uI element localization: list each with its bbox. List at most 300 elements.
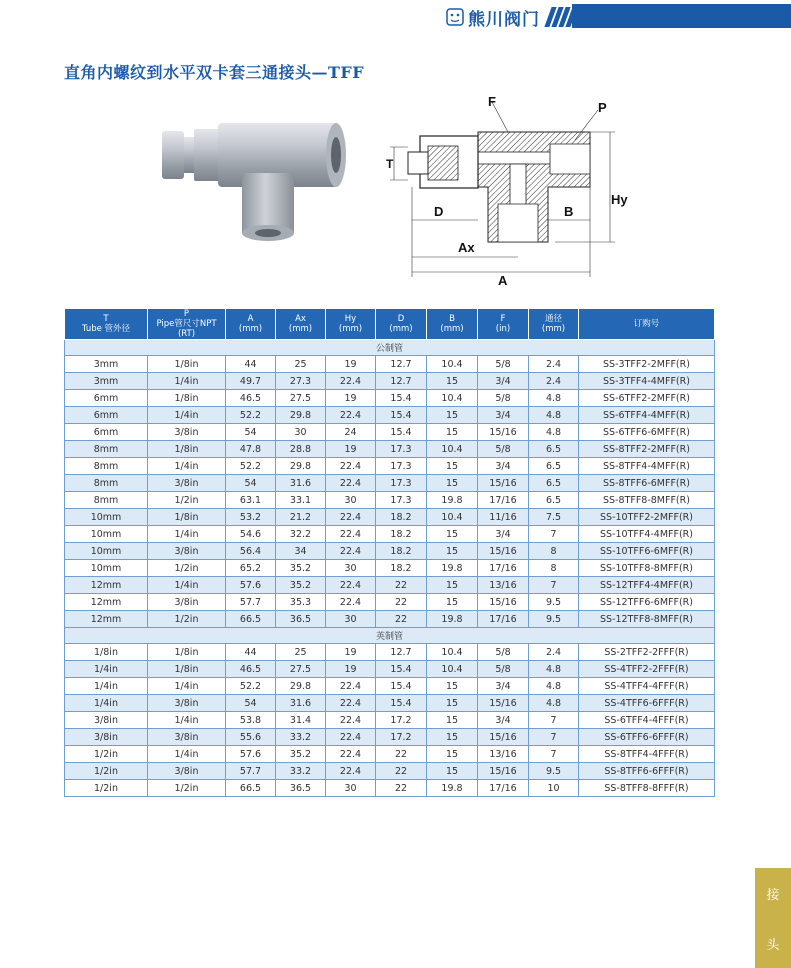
- table-cell: 22.4: [326, 577, 376, 594]
- table-header-row: [65, 309, 715, 340]
- table-cell: 12mm: [65, 594, 148, 611]
- header-cell: [65, 309, 148, 340]
- table-cell: SS-12TFF4-4MFF(R): [579, 577, 715, 594]
- table-cell: 2.4: [529, 644, 579, 661]
- label-P: P: [598, 100, 607, 115]
- table-cell: 15: [427, 678, 478, 695]
- header-cell: [276, 309, 326, 340]
- table-row: [65, 763, 715, 780]
- table-cell: 35.2: [276, 577, 326, 594]
- label-A: A: [498, 273, 508, 288]
- table-cell: 15.4: [376, 407, 427, 424]
- table-cell: 29.8: [276, 458, 326, 475]
- table-cell: 11/16: [478, 509, 529, 526]
- table-cell: 25: [276, 356, 326, 373]
- table-cell: 10.4: [427, 390, 478, 407]
- table-cell: 3/8in: [65, 712, 148, 729]
- page-title: 直角内螺纹到水平双卡套三通接头—TFF: [64, 63, 365, 82]
- table-cell: 17.3: [376, 492, 427, 509]
- table-cell: 28.8: [276, 441, 326, 458]
- table-row: [65, 780, 715, 797]
- label-T: T: [386, 157, 394, 171]
- header-cell-title: D: [397, 314, 405, 324]
- table-cell: 3/4: [478, 526, 529, 543]
- table-cell: 6.5: [529, 441, 579, 458]
- section-row: [65, 340, 715, 356]
- table-cell: 22.4: [326, 678, 376, 695]
- table-cell: 54: [226, 475, 276, 492]
- table-cell: 15/16: [478, 695, 529, 712]
- table-row: [65, 678, 715, 695]
- table-cell: SS-8TFF6-6FFF(R): [579, 763, 715, 780]
- table-cell: 36.5: [276, 611, 326, 628]
- header-cell-unit: (mm): [389, 324, 413, 334]
- table-row: [65, 458, 715, 475]
- table-cell: 4.8: [529, 407, 579, 424]
- table-cell: 1/4in: [148, 458, 226, 475]
- header-cell-unit: Tube 管外径: [81, 324, 131, 334]
- table-cell: 15: [427, 763, 478, 780]
- table-cell: 7: [529, 577, 579, 594]
- table-cell: 1/2in: [148, 780, 226, 797]
- table-cell: 57.7: [226, 594, 276, 611]
- table-cell: 22.4: [326, 407, 376, 424]
- header-cell-title: P: [183, 309, 190, 319]
- header-cell-title: 通径: [544, 314, 562, 324]
- table-row: [65, 356, 715, 373]
- table-cell: SS-8TFF8-8MFF(R): [579, 492, 715, 509]
- table-cell: 5/8: [478, 644, 529, 661]
- table-cell: 30: [326, 611, 376, 628]
- table-cell: 10mm: [65, 509, 148, 526]
- table-cell: SS-4TFF2-2FFF(R): [579, 661, 715, 678]
- table-cell: 10.4: [427, 356, 478, 373]
- label-D: D: [434, 204, 444, 219]
- table-cell: 1/4in: [148, 712, 226, 729]
- table-cell: SS-2TFF2-2FFF(R): [579, 644, 715, 661]
- table-cell: 15/16: [478, 729, 529, 746]
- table-cell: 19: [326, 390, 376, 407]
- table-cell: 4.8: [529, 424, 579, 441]
- table-cell: 3/8in: [148, 695, 226, 712]
- table-cell: 17/16: [478, 560, 529, 577]
- table-cell: 15: [427, 695, 478, 712]
- table-cell: 31.6: [276, 475, 326, 492]
- table-cell: 8mm: [65, 441, 148, 458]
- table-row: [65, 492, 715, 509]
- table-cell: 1/2in: [65, 780, 148, 797]
- table-cell: 3/8in: [148, 424, 226, 441]
- table-cell: 22.4: [326, 763, 376, 780]
- table-cell: 57.6: [226, 746, 276, 763]
- table-cell: 47.8: [226, 441, 276, 458]
- side-tab-char-2: 头: [766, 937, 780, 953]
- table-cell: 18.2: [376, 526, 427, 543]
- table-cell: SS-8TFF4-4FFF(R): [579, 746, 715, 763]
- header-cell-unit: (mm): [288, 324, 313, 334]
- table-cell: 10mm: [65, 543, 148, 560]
- table-cell: 35.2: [276, 560, 326, 577]
- table-cell: 7: [529, 746, 579, 763]
- brand-slashes: [548, 7, 574, 27]
- table-cell: 8mm: [65, 458, 148, 475]
- header-cell-unit: (mm): [338, 324, 363, 334]
- table-cell: 4.8: [529, 695, 579, 712]
- header-cell-title: 订购号: [633, 319, 660, 329]
- table-cell: 56.4: [226, 543, 276, 560]
- table-cell: 3/4: [478, 678, 529, 695]
- table-cell: 15.4: [376, 661, 427, 678]
- table-cell: SS-6TFF4-4FFF(R): [579, 712, 715, 729]
- table-cell: 17/16: [478, 611, 529, 628]
- table-cell: 7: [529, 729, 579, 746]
- table-cell: SS-10TFF6-6MFF(R): [579, 543, 715, 560]
- table-cell: 22.4: [326, 712, 376, 729]
- table-cell: 19.8: [427, 560, 478, 577]
- table-cell: 54: [226, 424, 276, 441]
- table-row: [65, 475, 715, 492]
- table-cell: 22: [376, 577, 427, 594]
- bear-logo-icon: [446, 8, 464, 26]
- table-cell: SS-6TFF4-4MFF(R): [579, 407, 715, 424]
- table-cell: 19: [326, 356, 376, 373]
- table-cell: 3/4: [478, 712, 529, 729]
- table-cell: 6.5: [529, 475, 579, 492]
- table-cell: 7.5: [529, 509, 579, 526]
- table-cell: 6mm: [65, 407, 148, 424]
- header-cell: [478, 309, 529, 340]
- header-cell-title: T: [103, 314, 109, 324]
- table-cell: 15: [427, 373, 478, 390]
- table-cell: 6.5: [529, 492, 579, 509]
- table-cell: 17/16: [478, 492, 529, 509]
- table-row: [65, 729, 715, 746]
- table-row: [65, 509, 715, 526]
- table-cell: 57.7: [226, 763, 276, 780]
- table-cell: 15: [427, 543, 478, 560]
- table-cell: SS-6TFF6-6FFF(R): [579, 729, 715, 746]
- table-cell: 10mm: [65, 526, 148, 543]
- table-cell: 5/8: [478, 661, 529, 678]
- table-cell: 4.8: [529, 390, 579, 407]
- table-cell: 24: [326, 424, 376, 441]
- table-cell: 19: [326, 644, 376, 661]
- section-label: 公制管: [65, 340, 715, 356]
- table-cell: SS-12TFF6-6MFF(R): [579, 594, 715, 611]
- table-cell: 17/16: [478, 780, 529, 797]
- table-cell: 4.8: [529, 661, 579, 678]
- table-cell: 17.2: [376, 712, 427, 729]
- table-cell: 3/4: [478, 458, 529, 475]
- table-cell: 15: [427, 746, 478, 763]
- label-B: B: [564, 204, 574, 219]
- table-cell: 4.8: [529, 678, 579, 695]
- table-cell: 22.4: [326, 509, 376, 526]
- table-cell: 10mm: [65, 560, 148, 577]
- table-cell: 1/4in: [148, 373, 226, 390]
- table-cell: 19.8: [427, 611, 478, 628]
- label-F: F: [488, 94, 496, 109]
- table-cell: 3/8in: [148, 594, 226, 611]
- label-Hy: Hy: [611, 192, 628, 207]
- table-row: [65, 611, 715, 628]
- table-cell: 17.3: [376, 441, 427, 458]
- table-row: [65, 543, 715, 560]
- table-cell: 5/8: [478, 390, 529, 407]
- table-cell: 15.4: [376, 390, 427, 407]
- table-cell: 3/8in: [148, 763, 226, 780]
- table-cell: 15/16: [478, 475, 529, 492]
- table-cell: 44: [226, 356, 276, 373]
- table-cell: 1/8in: [148, 661, 226, 678]
- table-cell: 3/8in: [148, 729, 226, 746]
- table-cell: 30: [326, 780, 376, 797]
- table-cell: 17.2: [376, 729, 427, 746]
- section-row: [65, 628, 715, 644]
- table-cell: 7: [529, 526, 579, 543]
- header-cell-unit: (in): [495, 324, 511, 334]
- table-cell: 1/4in: [148, 577, 226, 594]
- table-cell: SS-3TFF2-2MFF(R): [579, 356, 715, 373]
- header-cell: [148, 309, 226, 340]
- header-cell-title: Ax: [295, 314, 306, 324]
- table-row: [65, 424, 715, 441]
- table-cell: 36.5: [276, 780, 326, 797]
- table-cell: 1/4in: [65, 695, 148, 712]
- header-cell: [579, 309, 715, 340]
- table-cell: 1/8in: [148, 441, 226, 458]
- table-cell: 1/4in: [148, 407, 226, 424]
- table-cell: 3/8in: [148, 475, 226, 492]
- table-cell: 3/4: [478, 373, 529, 390]
- table-cell: 21.2: [276, 509, 326, 526]
- table-cell: 22: [376, 763, 427, 780]
- table-cell: SS-6TFF2-2MFF(R): [579, 390, 715, 407]
- table-cell: 32.2: [276, 526, 326, 543]
- table-cell: 22.4: [326, 475, 376, 492]
- table-cell: 27.3: [276, 373, 326, 390]
- table-cell: 22: [376, 746, 427, 763]
- header-cell: [376, 309, 427, 340]
- table-cell: 22.4: [326, 458, 376, 475]
- table-cell: 52.2: [226, 407, 276, 424]
- header-cell: [326, 309, 376, 340]
- table-cell: 15/16: [478, 543, 529, 560]
- table-cell: 12.7: [376, 356, 427, 373]
- brand-header: [446, 4, 574, 30]
- table-cell: SS-8TFF2-2MFF(R): [579, 441, 715, 458]
- table-cell: 3/8in: [148, 543, 226, 560]
- table-cell: 1/2in: [148, 560, 226, 577]
- table-cell: 8: [529, 560, 579, 577]
- table-cell: 13/16: [478, 577, 529, 594]
- table-cell: 15: [427, 729, 478, 746]
- table-cell: 15: [427, 594, 478, 611]
- table-cell: 9.5: [529, 594, 579, 611]
- table-cell: 1/2in: [148, 492, 226, 509]
- table-cell: SS-6TFF6-6MFF(R): [579, 424, 715, 441]
- table-cell: 15: [427, 458, 478, 475]
- table-cell: 63.1: [226, 492, 276, 509]
- table-cell: 1/8in: [65, 644, 148, 661]
- table-cell: 2.4: [529, 356, 579, 373]
- table-cell: 1/4in: [148, 526, 226, 543]
- header-cell-unit: (mm): [440, 324, 464, 334]
- table-cell: SS-8TFF8-8FFF(R): [579, 780, 715, 797]
- table-cell: 15.4: [376, 695, 427, 712]
- table-row: [65, 577, 715, 594]
- table-cell: 22.4: [326, 543, 376, 560]
- header-cell-unit: Pipe管尺寸NPT (RT): [156, 319, 217, 339]
- table-row: [65, 644, 715, 661]
- table-cell: 27.5: [276, 661, 326, 678]
- table-cell: 9.5: [529, 763, 579, 780]
- table-row: [65, 695, 715, 712]
- table-cell: 15/16: [478, 594, 529, 611]
- dimension-drawing: [380, 92, 640, 292]
- table-cell: 22.4: [326, 746, 376, 763]
- table-cell: 6.5: [529, 458, 579, 475]
- table-cell: SS-12TFF8-8MFF(R): [579, 611, 715, 628]
- product-photo: [130, 103, 370, 263]
- table-cell: 46.5: [226, 390, 276, 407]
- side-tab-joints[interactable]: [755, 868, 791, 968]
- table-cell: SS-4TFF4-4FFF(R): [579, 678, 715, 695]
- table-cell: 17.3: [376, 475, 427, 492]
- table-cell: 6mm: [65, 390, 148, 407]
- table-cell: 31.4: [276, 712, 326, 729]
- table-cell: 19.8: [427, 780, 478, 797]
- table-cell: 22.4: [326, 526, 376, 543]
- table-cell: 46.5: [226, 661, 276, 678]
- table-cell: 33.1: [276, 492, 326, 509]
- table-cell: 10: [529, 780, 579, 797]
- table-cell: 66.5: [226, 780, 276, 797]
- table-cell: 65.2: [226, 560, 276, 577]
- section-label: 英制管: [65, 628, 715, 644]
- table-cell: 8mm: [65, 475, 148, 492]
- table-cell: SS-10TFF8-8MFF(R): [579, 560, 715, 577]
- table-row: [65, 594, 715, 611]
- table-cell: 12mm: [65, 577, 148, 594]
- table-cell: 15: [427, 424, 478, 441]
- table-cell: 22.4: [326, 695, 376, 712]
- table-cell: 52.2: [226, 678, 276, 695]
- header-cell-title: B: [449, 314, 455, 324]
- table-cell: 22.4: [326, 729, 376, 746]
- header-cell: [226, 309, 276, 340]
- table-cell: 10.4: [427, 644, 478, 661]
- table-cell: 22: [376, 611, 427, 628]
- table-cell: 19.8: [427, 492, 478, 509]
- table-cell: 10.4: [427, 661, 478, 678]
- table-cell: 33.2: [276, 763, 326, 780]
- table-row: [65, 746, 715, 763]
- table-cell: 53.2: [226, 509, 276, 526]
- table-row: [65, 712, 715, 729]
- table-cell: 1/8in: [148, 509, 226, 526]
- table-cell: 29.8: [276, 407, 326, 424]
- table-cell: 22.4: [326, 373, 376, 390]
- header-cell: [529, 309, 579, 340]
- table-cell: 25: [276, 644, 326, 661]
- table-cell: 15: [427, 475, 478, 492]
- table-cell: 19: [326, 661, 376, 678]
- table-row: [65, 560, 715, 577]
- table-cell: 1/2in: [65, 746, 148, 763]
- table-cell: 8: [529, 543, 579, 560]
- table-row: [65, 441, 715, 458]
- table-cell: SS-8TFF4-4MFF(R): [579, 458, 715, 475]
- table-cell: 9.5: [529, 611, 579, 628]
- table-cell: 1/2in: [148, 611, 226, 628]
- table-cell: 1/4in: [65, 678, 148, 695]
- table-cell: 30: [326, 492, 376, 509]
- table-cell: 55.6: [226, 729, 276, 746]
- spec-table: [64, 308, 715, 797]
- table-cell: 15.4: [376, 678, 427, 695]
- table-cell: 13/16: [478, 746, 529, 763]
- table-cell: 15: [427, 526, 478, 543]
- table-cell: 1/4in: [148, 678, 226, 695]
- table-cell: 2.4: [529, 373, 579, 390]
- table-cell: 15.4: [376, 424, 427, 441]
- table-cell: 30: [276, 424, 326, 441]
- table-cell: 12mm: [65, 611, 148, 628]
- header-cell-unit: (mm): [238, 324, 263, 334]
- table-cell: 1/4in: [65, 661, 148, 678]
- table-cell: 1/8in: [148, 390, 226, 407]
- table-cell: 5/8: [478, 441, 529, 458]
- table-cell: 29.8: [276, 678, 326, 695]
- table-row: [65, 373, 715, 390]
- table-cell: 66.5: [226, 611, 276, 628]
- table-cell: 1/8in: [148, 356, 226, 373]
- table-cell: 52.2: [226, 458, 276, 475]
- table-cell: SS-10TFF4-4MFF(R): [579, 526, 715, 543]
- table-cell: 15/16: [478, 424, 529, 441]
- table-row: [65, 407, 715, 424]
- table-cell: 10.4: [427, 509, 478, 526]
- table-cell: 5/8: [478, 356, 529, 373]
- table-cell: 57.6: [226, 577, 276, 594]
- table-cell: 3/8in: [65, 729, 148, 746]
- header-cell-unit: (mm): [541, 324, 566, 334]
- table-cell: 17.3: [376, 458, 427, 475]
- table-cell: 18.2: [376, 560, 427, 577]
- table-cell: 15/16: [478, 763, 529, 780]
- table-cell: 27.5: [276, 390, 326, 407]
- table-cell: 22: [376, 780, 427, 797]
- table-row: [65, 526, 715, 543]
- brand-name: 熊川阀门: [468, 9, 540, 30]
- table-cell: 3mm: [65, 356, 148, 373]
- table-cell: 1/4in: [148, 746, 226, 763]
- table-cell: 53.8: [226, 712, 276, 729]
- header-cell-title: Hy: [344, 314, 357, 324]
- table-cell: 19: [326, 441, 376, 458]
- table-cell: 18.2: [376, 509, 427, 526]
- table-cell: 35.2: [276, 746, 326, 763]
- header-cell-title: F: [500, 314, 506, 324]
- table-cell: 15: [427, 577, 478, 594]
- table-cell: 22: [376, 594, 427, 611]
- table-cell: 30: [326, 560, 376, 577]
- table-cell: SS-10TFF2-2MFF(R): [579, 509, 715, 526]
- table-cell: 54: [226, 695, 276, 712]
- table-cell: SS-4TFF6-6FFF(R): [579, 695, 715, 712]
- table-cell: 33.2: [276, 729, 326, 746]
